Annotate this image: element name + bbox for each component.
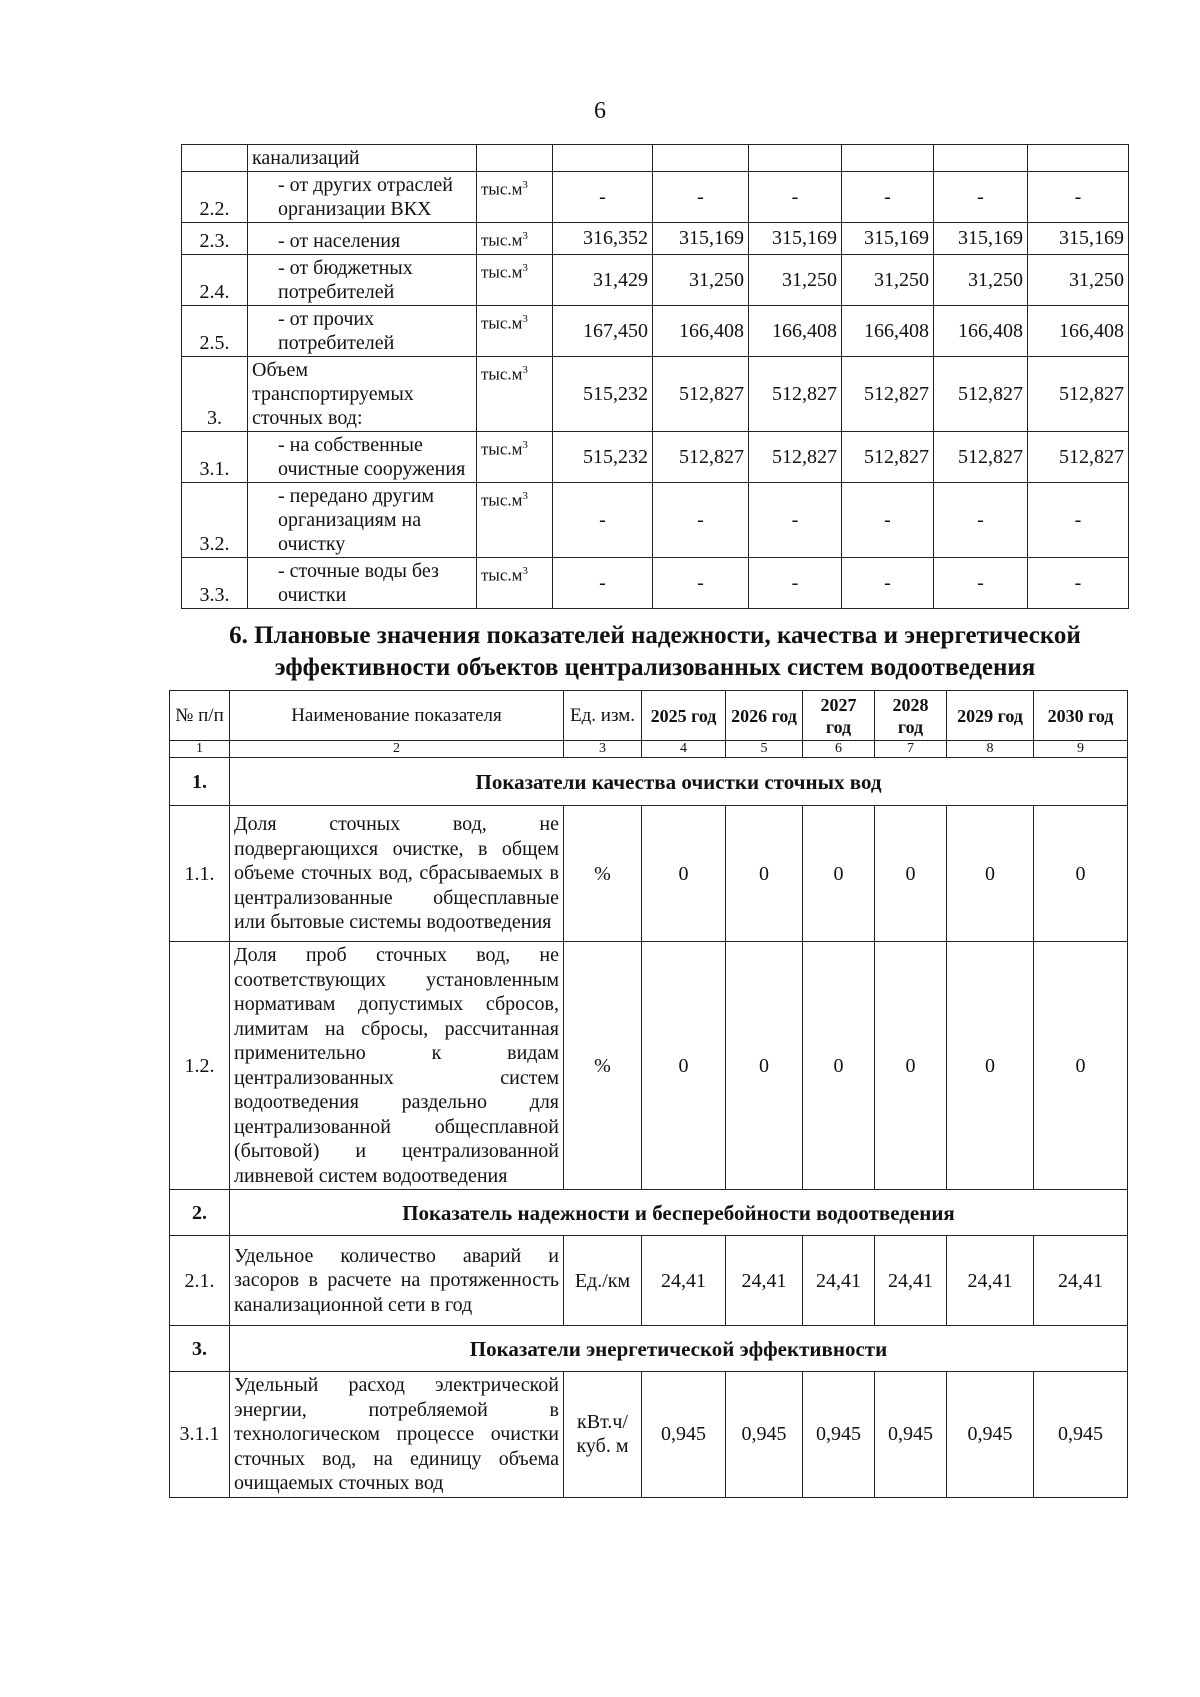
row-name: - от бюджетных потребителей — [278, 256, 413, 303]
row-name-cell — [248, 356, 477, 431]
section-title: 6. Плановые значения показателей надежности, качества и энергетической эффективности объектов централизованных систем водоотведения — [229, 622, 1081, 681]
value-cell: 167,450 — [553, 305, 653, 356]
value-cell: 166,408 — [842, 305, 934, 356]
value-cell: - — [553, 557, 653, 608]
indicator-value: 0 — [1034, 806, 1128, 942]
column-index: 7 — [875, 741, 947, 758]
value-cell: 315,169 — [653, 223, 749, 255]
indicator-value: 0 — [642, 942, 726, 1190]
unit-label: тыс.м — [481, 364, 523, 384]
row-name: - передано другим организациям на очистку — [278, 484, 435, 555]
indicator-row — [170, 806, 1128, 942]
indicator-name: Удельное количество аварий и засоров в расчете на протяженность канализационной сети в год — [230, 1236, 564, 1326]
value-cell — [934, 145, 1028, 172]
indicator-value: 0 — [642, 806, 726, 942]
unit-cell — [477, 223, 553, 255]
table-row — [182, 305, 1129, 356]
header-year: 2028 год — [875, 691, 947, 741]
indicators-table — [169, 690, 1128, 1498]
row-number: 2.4. — [182, 254, 248, 305]
value-cell: - — [653, 482, 749, 557]
value-cell: - — [934, 557, 1028, 608]
indicator-unit: Ед./км — [564, 1236, 642, 1326]
indicator-number: 1.2. — [170, 942, 230, 1190]
indicator-value: 0,945 — [1034, 1372, 1128, 1498]
indicator-value: 0 — [726, 942, 803, 1190]
indicator-value: 24,41 — [875, 1236, 947, 1326]
unit-exponent: 3 — [522, 312, 528, 325]
value-cell: 31,250 — [842, 254, 934, 305]
indicator-value: 0 — [803, 942, 875, 1190]
indicator-value: 0 — [875, 942, 947, 1190]
unit-label: тыс.м — [481, 439, 523, 459]
indicator-value: 0 — [803, 806, 875, 942]
row-name-cell — [248, 431, 477, 482]
unit-cell — [477, 305, 553, 356]
value-cell: 512,827 — [653, 431, 749, 482]
value-cell: - — [749, 482, 842, 557]
indicator-unit: % — [564, 942, 642, 1190]
value-cell: - — [1028, 172, 1129, 223]
row-name-cell — [248, 172, 477, 223]
column-index: 6 — [803, 741, 875, 758]
header-row — [170, 691, 1128, 741]
value-cell: 31,250 — [934, 254, 1028, 305]
section-number: 3. — [170, 1326, 230, 1372]
section-title-cell: Показатель надежности и бесперебойности водоотведения — [230, 1190, 1128, 1236]
section-header-row — [170, 1190, 1128, 1236]
row-name-cell — [248, 482, 477, 557]
indicator-number: 3.1.1 — [170, 1372, 230, 1498]
row-name: - на собственные очистные сооружения — [278, 433, 466, 480]
indicator-value: 0 — [726, 806, 803, 942]
unit-label: тыс.м — [481, 262, 523, 282]
section-title-cell: Показатели энергетической эффективности — [230, 1326, 1128, 1372]
value-cell: - — [553, 172, 653, 223]
value-cell: 31,429 — [553, 254, 653, 305]
row-name: - от населения — [278, 229, 401, 252]
unit-exponent: 3 — [522, 230, 528, 242]
unit-exponent: 3 — [522, 179, 528, 191]
header-name: Наименование показателя — [230, 691, 564, 741]
indicator-row — [170, 1236, 1128, 1326]
value-cell: - — [934, 172, 1028, 223]
value-cell: - — [553, 482, 653, 557]
table-row — [182, 254, 1129, 305]
column-index: 5 — [726, 741, 803, 758]
indicator-number: 1.1. — [170, 806, 230, 942]
value-cell: - — [749, 172, 842, 223]
value-cell: 166,408 — [934, 305, 1028, 356]
indicator-name: Доля сточных вод, не подвергающихся очистке, в общем объеме сточных вод, сбрасываемых в централизованные общесплавные или бытовые системы водоотведения — [230, 806, 564, 942]
value-cell: 515,232 — [553, 431, 653, 482]
indicator-unit: % — [564, 806, 642, 942]
value-cell: 515,232 — [553, 356, 653, 431]
header-year: 2025 год — [642, 691, 726, 741]
table-row — [182, 557, 1129, 608]
indicator-value: 0 — [947, 942, 1034, 1190]
value-cell: 512,827 — [749, 431, 842, 482]
unit-label: тыс.м — [481, 565, 523, 585]
row-number: 3.1. — [182, 431, 248, 482]
wastewater-volume-table — [181, 144, 1129, 609]
unit-exponent: 3 — [522, 564, 528, 577]
unit-cell — [477, 431, 553, 482]
value-cell: - — [842, 557, 934, 608]
row-name-cell — [248, 305, 477, 356]
value-cell: - — [653, 172, 749, 223]
value-cell — [842, 145, 934, 172]
unit-cell — [477, 356, 553, 431]
value-cell: 166,408 — [653, 305, 749, 356]
indicator-value: 24,41 — [726, 1236, 803, 1326]
section-number: 2. — [170, 1190, 230, 1236]
column-index: 1 — [170, 741, 230, 758]
value-cell — [553, 145, 653, 172]
unit-exponent: 3 — [522, 261, 528, 274]
indicator-value: 0,945 — [947, 1372, 1034, 1498]
column-index-row — [170, 741, 1128, 758]
row-number: 3.2. — [182, 482, 248, 557]
unit-label: тыс.м — [481, 230, 523, 250]
indicator-value: 0 — [1034, 942, 1128, 1190]
section-number: 1. — [170, 758, 230, 806]
row-name: - от других отраслей организации ВКХ — [278, 174, 453, 220]
value-cell: 512,827 — [934, 356, 1028, 431]
column-index: 3 — [564, 741, 642, 758]
indicator-value: 0,945 — [642, 1372, 726, 1498]
table-row — [182, 223, 1129, 255]
column-index: 2 — [230, 741, 564, 758]
row-number: 2.5. — [182, 305, 248, 356]
value-cell: 316,352 — [553, 223, 653, 255]
value-cell — [653, 145, 749, 172]
row-name-cell — [248, 557, 477, 608]
value-cell: 166,408 — [1028, 305, 1129, 356]
row-name: - от прочих потребителей — [278, 307, 395, 354]
indicator-row — [170, 942, 1128, 1190]
value-cell: 315,169 — [842, 223, 934, 255]
row-name-cell — [248, 254, 477, 305]
value-cell: - — [842, 172, 934, 223]
unit-cell — [477, 145, 553, 172]
indicator-value: 0,945 — [803, 1372, 875, 1498]
indicator-name: Доля проб сточных вод, не соответствующих установленным нормативам допустимых сбросов, лимитам на сбросы, рассчитанная применительно к видам централизованных систем водоотведения раздельно для централизованной общесплавной (бытовой) и централизованной ливневой систем водоотведения — [230, 942, 564, 1190]
row-number: 2.2. — [182, 172, 248, 223]
column-index: 9 — [1034, 741, 1128, 758]
table-row — [182, 356, 1129, 431]
header-unit: Ед. изм. — [564, 691, 642, 741]
value-cell: 512,827 — [842, 356, 934, 431]
indicator-name: Удельный расход электрической энергии, потребляемой в технологическом процессе очистки сточных вод, на единицу объема очищаемых сточных вод — [230, 1372, 564, 1498]
unit-cell — [477, 172, 553, 223]
value-cell: 315,169 — [749, 223, 842, 255]
indicator-value: 24,41 — [642, 1236, 726, 1326]
indicator-value: 0 — [875, 806, 947, 942]
unit-label: тыс.м — [481, 313, 523, 333]
row-number: 2.3. — [182, 223, 248, 255]
value-cell: 31,250 — [749, 254, 842, 305]
value-cell: - — [653, 557, 749, 608]
value-cell: - — [1028, 557, 1129, 608]
indicator-row — [170, 1372, 1128, 1498]
value-cell: 512,827 — [934, 431, 1028, 482]
indicator-number: 2.1. — [170, 1236, 230, 1326]
column-index: 4 — [642, 741, 726, 758]
unit-label: тыс.м — [481, 490, 523, 510]
header-year: 2027 год — [803, 691, 875, 741]
table-row — [182, 172, 1129, 223]
value-cell: 512,827 — [1028, 356, 1129, 431]
value-cell: 166,408 — [749, 305, 842, 356]
row-number — [182, 145, 248, 172]
unit-label: тыс.м — [481, 179, 523, 199]
header-num: № п/п — [170, 691, 230, 741]
header-year: 2029 год — [947, 691, 1034, 741]
indicator-value: 0,945 — [875, 1372, 947, 1498]
unit-exponent: 3 — [522, 489, 528, 502]
value-cell: - — [842, 482, 934, 557]
row-name-cell — [248, 145, 477, 172]
value-cell: 512,827 — [653, 356, 749, 431]
indicator-value: 24,41 — [947, 1236, 1034, 1326]
value-cell: - — [749, 557, 842, 608]
indicator-value: 0 — [947, 806, 1034, 942]
row-name: Объем транспортируемых сточных вод: — [252, 358, 414, 429]
value-cell: 315,169 — [934, 223, 1028, 255]
section-header-row — [170, 1326, 1128, 1372]
table-row — [182, 482, 1129, 557]
page-number: 6 — [594, 98, 606, 124]
unit-exponent: 3 — [522, 363, 528, 376]
value-cell — [749, 145, 842, 172]
unit-cell — [477, 254, 553, 305]
value-cell: 31,250 — [653, 254, 749, 305]
value-cell: 512,827 — [842, 431, 934, 482]
row-number: 3.3. — [182, 557, 248, 608]
value-cell: - — [934, 482, 1028, 557]
indicator-value: 24,41 — [1034, 1236, 1128, 1326]
value-cell: 31,250 — [1028, 254, 1129, 305]
row-name: - сточные воды без очистки — [278, 559, 439, 606]
value-cell — [1028, 145, 1129, 172]
unit-exponent: 3 — [522, 438, 528, 451]
value-cell: 315,169 — [1028, 223, 1129, 255]
value-cell: - — [1028, 482, 1129, 557]
header-year: 2030 год — [1034, 691, 1128, 741]
table-row — [182, 431, 1129, 482]
value-cell: 512,827 — [1028, 431, 1129, 482]
section-header-row — [170, 758, 1128, 806]
indicator-unit: кВт.ч/ куб. м — [564, 1372, 642, 1498]
value-cell: 512,827 — [749, 356, 842, 431]
unit-cell — [477, 557, 553, 608]
header-year: 2026 год — [726, 691, 803, 741]
unit-cell — [477, 482, 553, 557]
row-name: канализаций — [252, 147, 360, 169]
indicator-value: 0,945 — [726, 1372, 803, 1498]
row-number: 3. — [182, 356, 248, 431]
column-index: 8 — [947, 741, 1034, 758]
indicator-value: 24,41 — [803, 1236, 875, 1326]
row-name-cell — [248, 223, 477, 255]
table-row — [182, 145, 1129, 172]
section-title-cell: Показатели качества очистки сточных вод — [230, 758, 1128, 806]
